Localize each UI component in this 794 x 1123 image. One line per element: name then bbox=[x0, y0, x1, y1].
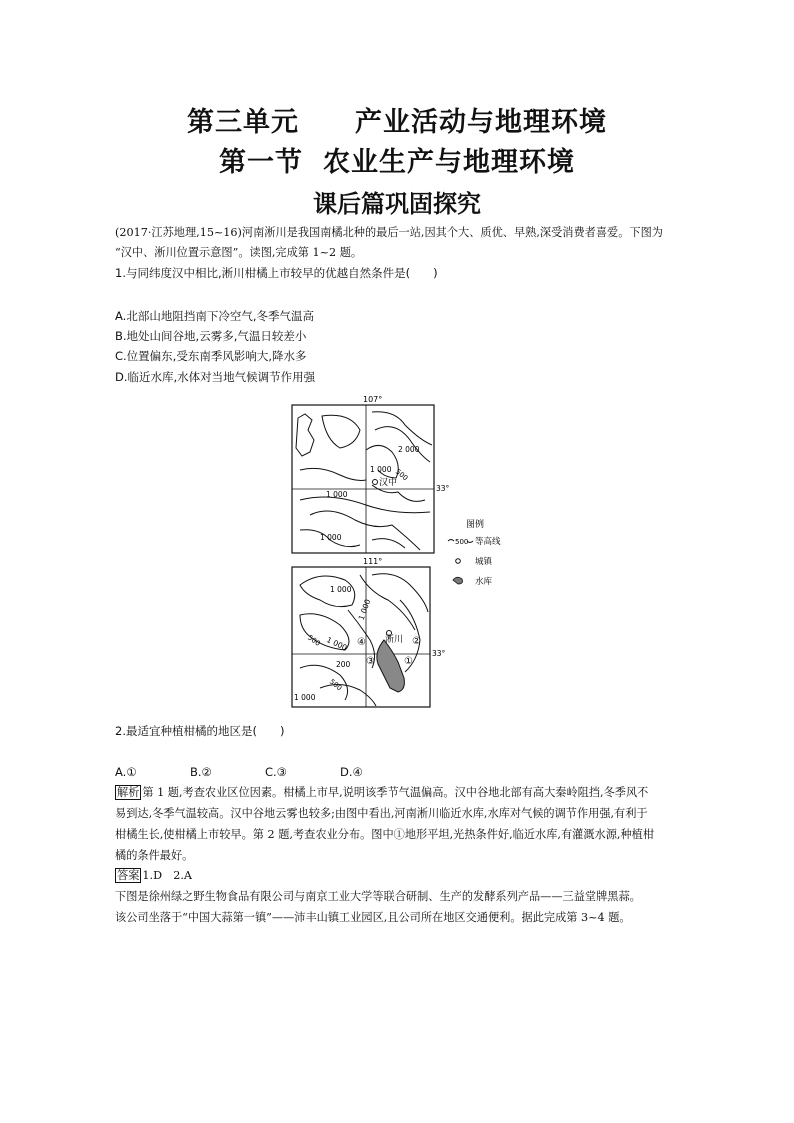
intro-line-2: “汉中、淅川位置示意图”。读图,完成第 1~2 题。 bbox=[115, 246, 363, 259]
legend-town-label: 城镇 bbox=[475, 557, 493, 567]
bottom-latitude-label: 33° bbox=[432, 649, 446, 658]
unit-name: 产业活动与地理环境 bbox=[355, 107, 607, 138]
map-bottom-panel bbox=[292, 557, 446, 707]
analysis-line-3: 柑橘生长,使柑橘上市较早。第 2 题,考查农业分布。图中①地形平坦,光热条件好,临近水库,有灌溉水源,种植柑 bbox=[115, 828, 655, 841]
bottom-contour-label-1000-a: 1 000 bbox=[330, 585, 352, 594]
analysis-tag: 解析 bbox=[117, 786, 140, 799]
map-legend bbox=[448, 518, 501, 587]
bottom-contour-label-500-a: 500 bbox=[306, 633, 322, 648]
answer-tag: 答案 bbox=[117, 869, 140, 882]
q1-option-b: B.地处山间谷地,云雾多,气温日较差小 bbox=[115, 329, 307, 343]
marker-1: ① bbox=[404, 656, 413, 667]
marker-2: ② bbox=[412, 636, 421, 647]
section-name: 农业生产与地理环境 bbox=[323, 147, 575, 178]
top-contour-label-500: 500 bbox=[393, 467, 410, 483]
top-contour-label-1000-c: 1 000 bbox=[320, 533, 342, 542]
q1-option-c: C.位置偏东,受东南季风影响大,降水多 bbox=[115, 349, 307, 363]
legend-reservoir-symbol bbox=[453, 577, 463, 584]
page-subtitle: 课后篇巩固探究 bbox=[313, 190, 481, 218]
question-1-stem: 1.与同纬度汉中相比,淅川柑橘上市较早的优越自然条件是( ) bbox=[115, 266, 438, 280]
top-contour-label-1000-b: 1 000 bbox=[326, 490, 348, 499]
top-latitude-label: 33° bbox=[436, 484, 450, 493]
unit-number: 第三单元 bbox=[187, 107, 299, 138]
bottom-longitude-label: 111° bbox=[363, 557, 383, 566]
bottom-contour-label-1000-d: 1 000 bbox=[294, 693, 316, 702]
section-number: 第一节 bbox=[219, 147, 303, 178]
hanzhong-label: 汉中 bbox=[379, 478, 398, 488]
legend-title: 图例 bbox=[466, 520, 485, 530]
q2-option-d: D.④ bbox=[340, 765, 363, 779]
bottom-contour-label-1000-b: 1 000 bbox=[356, 597, 373, 622]
q2-options bbox=[115, 763, 415, 781]
legend-town-symbol bbox=[456, 559, 461, 564]
q2-option-b: B.② bbox=[190, 765, 212, 779]
top-contour-label-2000: 2 000 bbox=[398, 445, 420, 454]
top-longitude-label: 107° bbox=[363, 395, 383, 404]
hanzhong-town-marker bbox=[373, 480, 378, 485]
bottom-contour-label-1000-c: 1 000 bbox=[325, 635, 349, 653]
intro-line-1: (2017·江苏地理,15~16)河南淅川是我国南橘北种的最后一站,因其个大、质优、早熟,深受消费者喜爱。下图为 bbox=[115, 226, 663, 239]
q2-option-c: C.③ bbox=[265, 765, 287, 779]
legend-contour-symbol bbox=[448, 540, 454, 542]
marker-3: ③ bbox=[366, 656, 375, 667]
xichuan-label: 淅川 bbox=[385, 635, 404, 645]
top-contour-label-1000-a: 1 000 bbox=[370, 465, 392, 474]
analysis-line-4: 橘的条件最好。 bbox=[115, 849, 194, 862]
reservoir-shape bbox=[377, 640, 405, 692]
q1-option-d: D.临近水库,水体对当地气候调节作用强 bbox=[115, 370, 316, 384]
legend-contour-value: 500 bbox=[455, 538, 469, 546]
answer-text: 1.D 2.A bbox=[142, 869, 192, 882]
q1-option-a: A.北部山地阻挡南下冷空气,冬季气温高 bbox=[115, 309, 314, 323]
q2-option-a: A.① bbox=[115, 765, 137, 779]
next-intro-line-2: 该公司坐落于“中国大蒜第一镇”——沛丰山镇工业园区,且公司所在地区交通便利。据此完成第 3~4 题。 bbox=[115, 911, 631, 924]
question-2-stem: 2.最适宜种植柑橘的地区是( ) bbox=[115, 724, 285, 738]
analysis-line-2: 易到达,冬季气温较高。汉中谷地云雾也较多;由图中看出,河南淅川临近水库,水库对气候的调节作用强,有利于 bbox=[115, 807, 648, 820]
bottom-contour-label-500-b: 500 bbox=[327, 677, 344, 693]
legend-reservoir-label: 水库 bbox=[475, 577, 493, 587]
analysis-line-1: 解析 第 1 题,考查农业区位因素。柑橘上市早,说明该季节气温偏高。汉中谷地北部有高大秦岭阻挡,冬季风不 bbox=[117, 786, 649, 799]
legend-contour-label: 等高线 bbox=[475, 537, 501, 547]
answer-line bbox=[115, 867, 192, 885]
marker-4: ④ bbox=[357, 637, 366, 648]
bottom-contour-label-200: 200 bbox=[336, 660, 351, 669]
map-top-panel bbox=[292, 395, 450, 553]
next-intro-line-1: 下图是徐州绿之野生物食品有限公司与南京工业大学等联合研制、生产的发酵系列产品——三益堂牌黑蒜。 bbox=[115, 890, 641, 903]
